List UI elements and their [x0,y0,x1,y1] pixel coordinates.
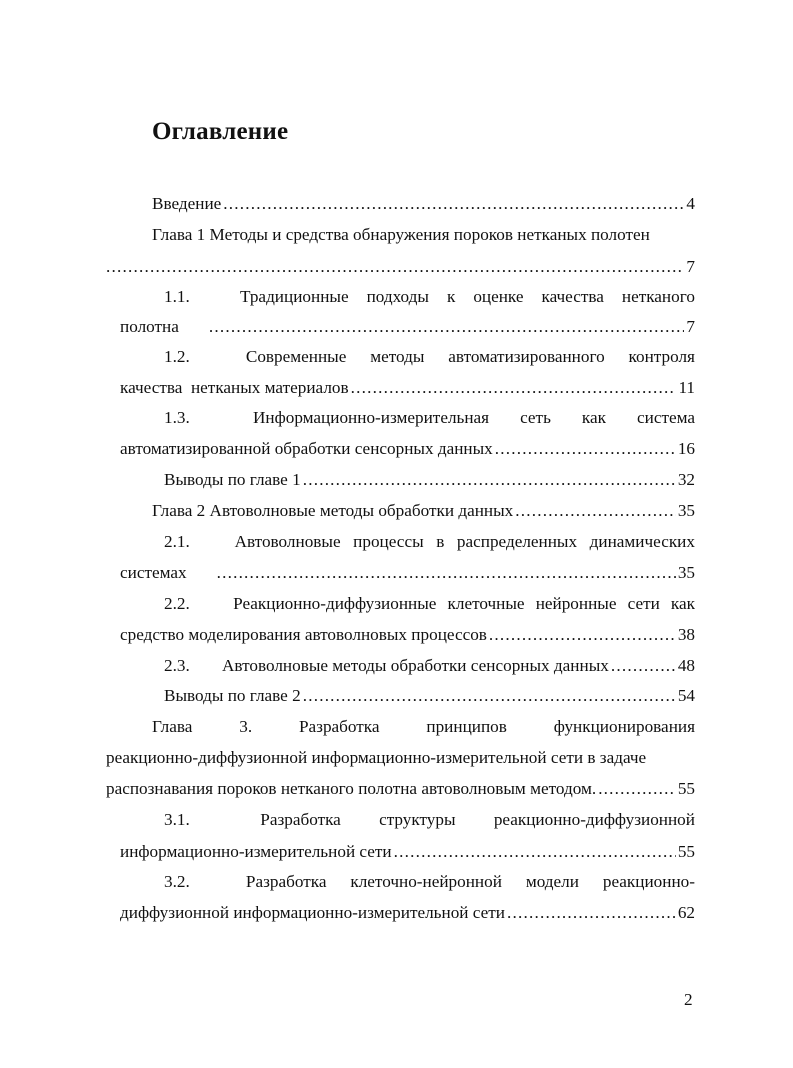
toc-entry-chapter-3-line2[interactable] [106,748,695,770]
toc-entry-page: 48 [677,656,695,675]
toc-word: как [581,408,606,427]
toc-entry-1-1[interactable] [164,287,695,309]
toc-entry-1-3-cont[interactable] [120,439,695,461]
toc-entry-page: 55 [677,779,695,798]
leader-dots [303,470,676,490]
toc-entry-page: 32 [677,470,695,489]
toc-entry-chapter-3-cont[interactable] [106,779,695,801]
toc-entry-number: 1.2. [164,347,190,366]
toc-word: контроля [628,347,695,366]
leader-dots [209,317,685,337]
toc-entry-number: 1.1. [164,287,190,306]
leader-dots [495,439,676,459]
toc-entry-1-2[interactable] [164,347,695,369]
toc-entry-page: 38 [677,625,695,644]
leader-dots [489,625,676,645]
toc-entry-3-1[interactable] [164,810,695,832]
toc-word: Автоволновые [234,532,341,551]
toc-entry-chapter-1-cont[interactable] [106,257,695,279]
toc-word: оценке [473,287,524,306]
toc-word: качества [541,287,604,306]
leader-dots [394,842,676,862]
toc-entry-page: 7 [686,317,695,336]
toc-entry-page: 62 [677,903,695,922]
toc-word: Глава [152,717,193,736]
toc-word: принципов [426,717,507,736]
toc-entry-page: 54 [677,686,695,705]
toc-entry-page: 55 [677,842,695,861]
toc-entry-label: реакционно-диффузионной информационно-измерительной сети в задаче [106,748,647,767]
toc-entry-conclusions-1[interactable] [164,470,695,492]
toc-entry-page: 4 [686,194,695,213]
toc-entry-label: Глава 2 Автоволновые методы обработки данных [152,501,514,520]
leader-dots [515,501,676,521]
toc-entry-2-2-cont[interactable] [120,625,695,647]
toc-word: Разработка [245,872,327,891]
toc-word: реакционно- [602,872,695,891]
toc-entry-label: распознавания пороков нетканого полотна автоволновым методом. [106,779,597,798]
toc-entry-number: 2.1. [164,532,190,551]
toc-entry-label: диффузионной информационно-измерительной сети [120,903,505,922]
toc-entry-label: Глава 1 Методы и средства обнаружения пороков нетканых полотен [152,225,650,244]
toc-entry-label: полотна [120,317,179,336]
toc-word: структуры [379,810,456,829]
toc-word: подходы [366,287,429,306]
toc-word: система [637,408,695,427]
toc-entry-chapter-2[interactable] [152,501,695,523]
leader-dots [507,903,676,923]
toc-entry-chapter-3[interactable] [152,717,695,739]
toc-word: к [446,287,456,306]
toc-entry-2-2[interactable] [164,594,695,616]
leader-dots [598,779,676,799]
toc-word: сети [627,594,660,613]
toc-word: сеть [520,408,551,427]
toc-entry-page: 16 [677,439,695,458]
toc-entry-number: 1.3. [164,408,190,427]
toc-entry-label: Выводы по главе 2 [164,686,301,705]
toc-entry-chapter-1[interactable] [152,225,695,247]
toc-entry-label: Введение [152,194,222,213]
toc-word: модели [525,872,579,891]
toc-entry-page: 7 [686,257,695,276]
toc-entry-page: 35 [677,501,695,520]
toc-entry-1-3[interactable] [164,408,695,430]
toc-word: клеточно-нейронной [350,872,502,891]
toc-word: как [670,594,695,613]
toc-entry-2-1-cont[interactable] [120,563,695,585]
leader-dots [351,378,677,398]
leader-dots [223,194,684,214]
toc-word: автоматизированного [448,347,605,366]
toc-entry-label: автоматизированной обработки сенсорных данных [120,439,493,458]
toc-entry-label: средство моделирования автоволновых процессов [120,625,487,644]
toc-word: Информационно-измерительная [253,408,490,427]
toc-word: Традиционные [240,287,349,306]
toc-entry-3-2-cont[interactable] [120,903,695,925]
toc-entry-number: 2.2. [164,594,190,613]
toc-entry-intro[interactable] [152,194,695,216]
toc-word: методы [370,347,425,366]
toc-entry-number: 3.2. [164,872,190,891]
toc-entry-number: 2.3. [164,656,190,675]
toc-entry-2-3[interactable] [164,656,695,678]
toc-word: процессы [353,532,424,551]
toc-entry-label: информационно-измерительной сети [120,842,392,861]
toc-entry-label: системах [120,563,187,582]
toc-word: Разработка [260,810,341,829]
toc-word: Современные [245,347,347,366]
toc-entry-label: Выводы по главе 1 [164,470,301,489]
page-title: Оглавление [152,118,289,145]
toc-entry-label: качества нетканых материалов [120,378,349,397]
toc-word: нейронные [535,594,617,613]
toc-entry-1-1-cont[interactable] [120,317,695,339]
toc-word: распределенных [456,532,578,551]
toc-entry-3-2[interactable] [164,872,695,894]
toc-word: 3. [239,717,253,736]
toc-entry-2-1[interactable] [164,532,695,554]
leader-dots [611,656,676,676]
toc-entry-label: Автоволновые методы обработки сенсорных данных [222,656,609,675]
toc-word: Разработка [298,717,380,736]
leader-dots [303,686,676,706]
toc-word: нетканого [621,287,695,306]
toc-word: Реакционно-диффузионные [233,594,437,613]
toc-entry-number: 3.1. [164,810,190,829]
leader-dots [217,563,676,583]
toc-word: реакционно-диффузионной [493,810,695,829]
toc-word: функционирования [553,717,695,736]
toc-entry-3-1-cont[interactable] [120,842,695,864]
toc-entry-1-2-cont[interactable] [120,378,695,400]
toc-entry-page: 35 [677,563,695,582]
toc-word: в [436,532,445,551]
toc-word: динамических [589,532,695,551]
toc-word: клеточные [447,594,525,613]
leader-dots [106,257,684,277]
toc-entry-page: 11 [678,378,695,397]
page-number: 2 [684,990,693,1009]
toc-entry-conclusions-2[interactable] [164,686,695,708]
